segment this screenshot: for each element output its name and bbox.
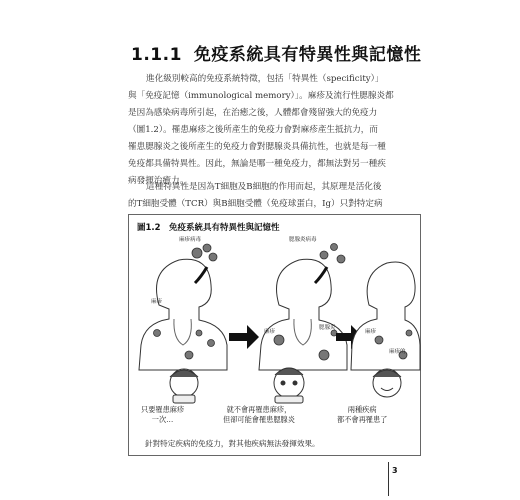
paragraph-line: 進化級別較高的免疫系統特徵，包括「特異性（specificity）」	[146, 74, 384, 84]
child-2	[274, 368, 304, 403]
person-1-body	[139, 259, 227, 370]
child-1	[170, 369, 198, 403]
paragraph-line: 與「免疫記憶（immunological memory）」。麻疹及流行性腮腺炎都	[128, 91, 394, 101]
caption-1	[141, 405, 184, 425]
inner-label: 麻疹的	[389, 349, 406, 355]
virus-label-measles: 麻疹病毒	[179, 237, 202, 243]
page-number: 3	[392, 466, 398, 475]
caption-line: 兩種疾病	[347, 405, 377, 414]
panel-arrow-1	[229, 325, 259, 349]
section-title: 免疫系統具有特異性與記憶性	[193, 45, 422, 65]
virus-label-mumps: 腮腺炎病毒	[289, 237, 317, 243]
figure-note: 針對特定疾病的免疫力，對其他疾病無法發揮效果。	[145, 439, 320, 448]
inner-label: 麻疹	[264, 329, 276, 335]
paragraph-line: 罹患腮腺炎之後所產生的免疫力會對腮腺炎具備抗性，也就是每一種	[128, 142, 386, 152]
paragraph-line: （圖1.2）。罹患麻疹之後所產生的免疫力會對麻疹產生抵抗力，而	[128, 125, 378, 135]
paragraph-1	[128, 71, 420, 190]
figure-title: 圖1.2 免疫系統具有特異性與記憶性	[137, 223, 280, 233]
paragraph-line: 免疫都具備特異性。因此，無論是哪一種免疫力，都無法對另一種疾	[128, 159, 386, 169]
paragraph-line: 是因為感染病毒所引起，在治癒之後，人體都會殘留強大的免疫力	[128, 108, 378, 118]
person-2-body	[259, 259, 347, 370]
caption-3	[337, 405, 387, 425]
section-heading	[131, 40, 421, 65]
paragraph-line: 這種特異性是因為T細胞及B細胞的作用而起，其原理是活化後	[146, 182, 382, 192]
caption-line: 一次…	[151, 415, 174, 424]
inner-label: 麻疹	[151, 299, 163, 305]
caption-line: 就不會再罹患麻疹，	[226, 405, 292, 414]
page-number-rule	[388, 462, 389, 496]
section-number: 1.1.1	[131, 45, 182, 65]
person-3-body	[351, 262, 420, 370]
caption-line: 只要罹患麻疹	[141, 405, 185, 414]
caption-line: 但卻可能會罹患腮腺炎	[223, 415, 295, 424]
caption-2	[223, 405, 295, 425]
inner-label: 腮腺炎	[319, 325, 336, 331]
paragraph-2	[128, 179, 420, 213]
paragraph-line: 的T細胞受體（TCR）與B細胞受體（免疫球蛋白，Ig）只對特定病	[128, 199, 383, 209]
child-3	[373, 369, 401, 397]
paragraph-line: 病發揮治癒力。	[128, 176, 189, 186]
figure-1-2	[128, 214, 421, 456]
inner-label: 麻疹	[365, 329, 377, 335]
caption-line: 都不會再罹患了	[337, 415, 388, 424]
